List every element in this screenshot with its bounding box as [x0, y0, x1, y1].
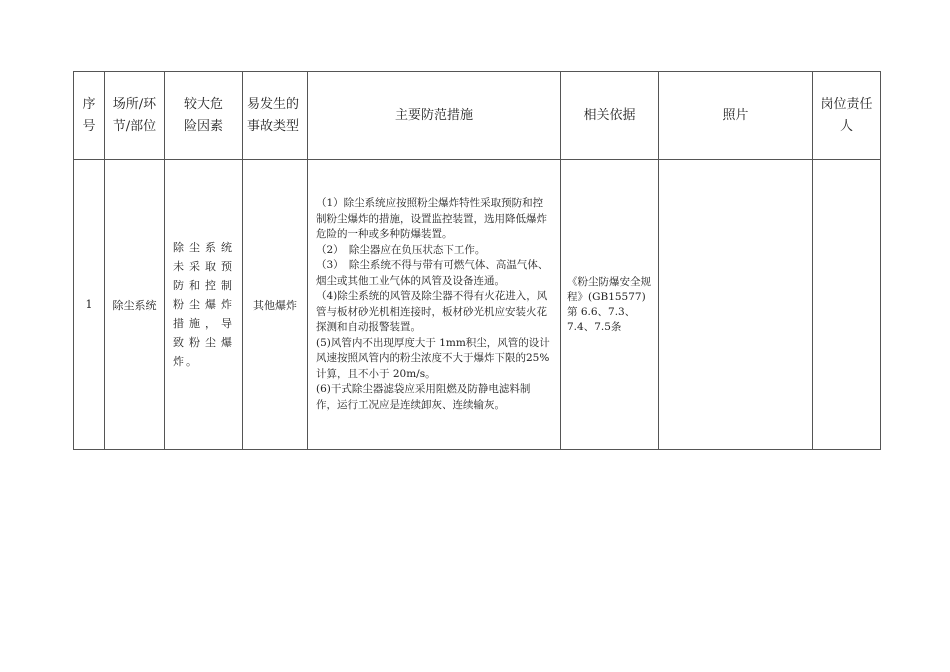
- measure-item: (5)风管内不出现厚度大于 1mm积尘，风管的设计风速按照风管内的粉尘浓度不大于爆炸下限的25%计算，且不小于 20m/s。: [316, 336, 550, 380]
- header-row: [74, 72, 881, 160]
- risk-table: [73, 71, 881, 450]
- header-seq: 序号: [74, 72, 105, 160]
- cell-location: 除尘系统: [105, 160, 165, 450]
- measure-item: （1）除尘系统应按照粉尘爆炸特性采取预防和控制粉尘爆炸的措施，设置监控装置，选用降低爆炸危险的一种或多种防爆装置。: [316, 197, 547, 240]
- measure-item: （2） 除尘器应在负压状态下工作。: [316, 243, 486, 256]
- header-photo: 照片: [659, 72, 813, 160]
- header-responsible: 岗位责任人: [813, 72, 881, 160]
- cell-hazard: 除尘系统未采取预防和控制粉尘爆炸措施，导致粉尘爆炸。: [165, 160, 243, 450]
- measure-item: (6)干式除尘器滤袋应采用阻燃及防静电滤料制作，运行工况应是连续卸灰、连续输灰。: [316, 383, 531, 411]
- cell-accident-type: 其他爆炸: [243, 160, 308, 450]
- table-row: [74, 160, 881, 450]
- header-basis: 相关依据: [561, 72, 659, 160]
- measure-item: （3） 除尘系统不得与带有可燃气体、高温气体、烟尘或其他工业气体的风管及设备连通。: [316, 259, 549, 287]
- header-accident-type: 易发生的事故类型: [243, 72, 308, 160]
- header-measures: 主要防范措施: [308, 72, 561, 160]
- cell-seq: 1: [74, 160, 105, 450]
- cell-photo: [659, 160, 813, 450]
- cell-responsible: [813, 160, 881, 450]
- measure-item: （4)除尘系统的风管及除尘器不得有火花进入，风管与板材砂光机相连接时，板材砂光机应安装火花探测和自动报警装置。: [316, 290, 548, 333]
- header-location: 场所/环节/部位: [105, 72, 165, 160]
- cell-measures: [308, 160, 561, 450]
- header-hazard: 较大危险因素: [165, 72, 243, 160]
- cell-basis: 《粉尘防爆安全规程》(GB15577)第 6.6、7.3、7.4、7.5条: [561, 160, 659, 450]
